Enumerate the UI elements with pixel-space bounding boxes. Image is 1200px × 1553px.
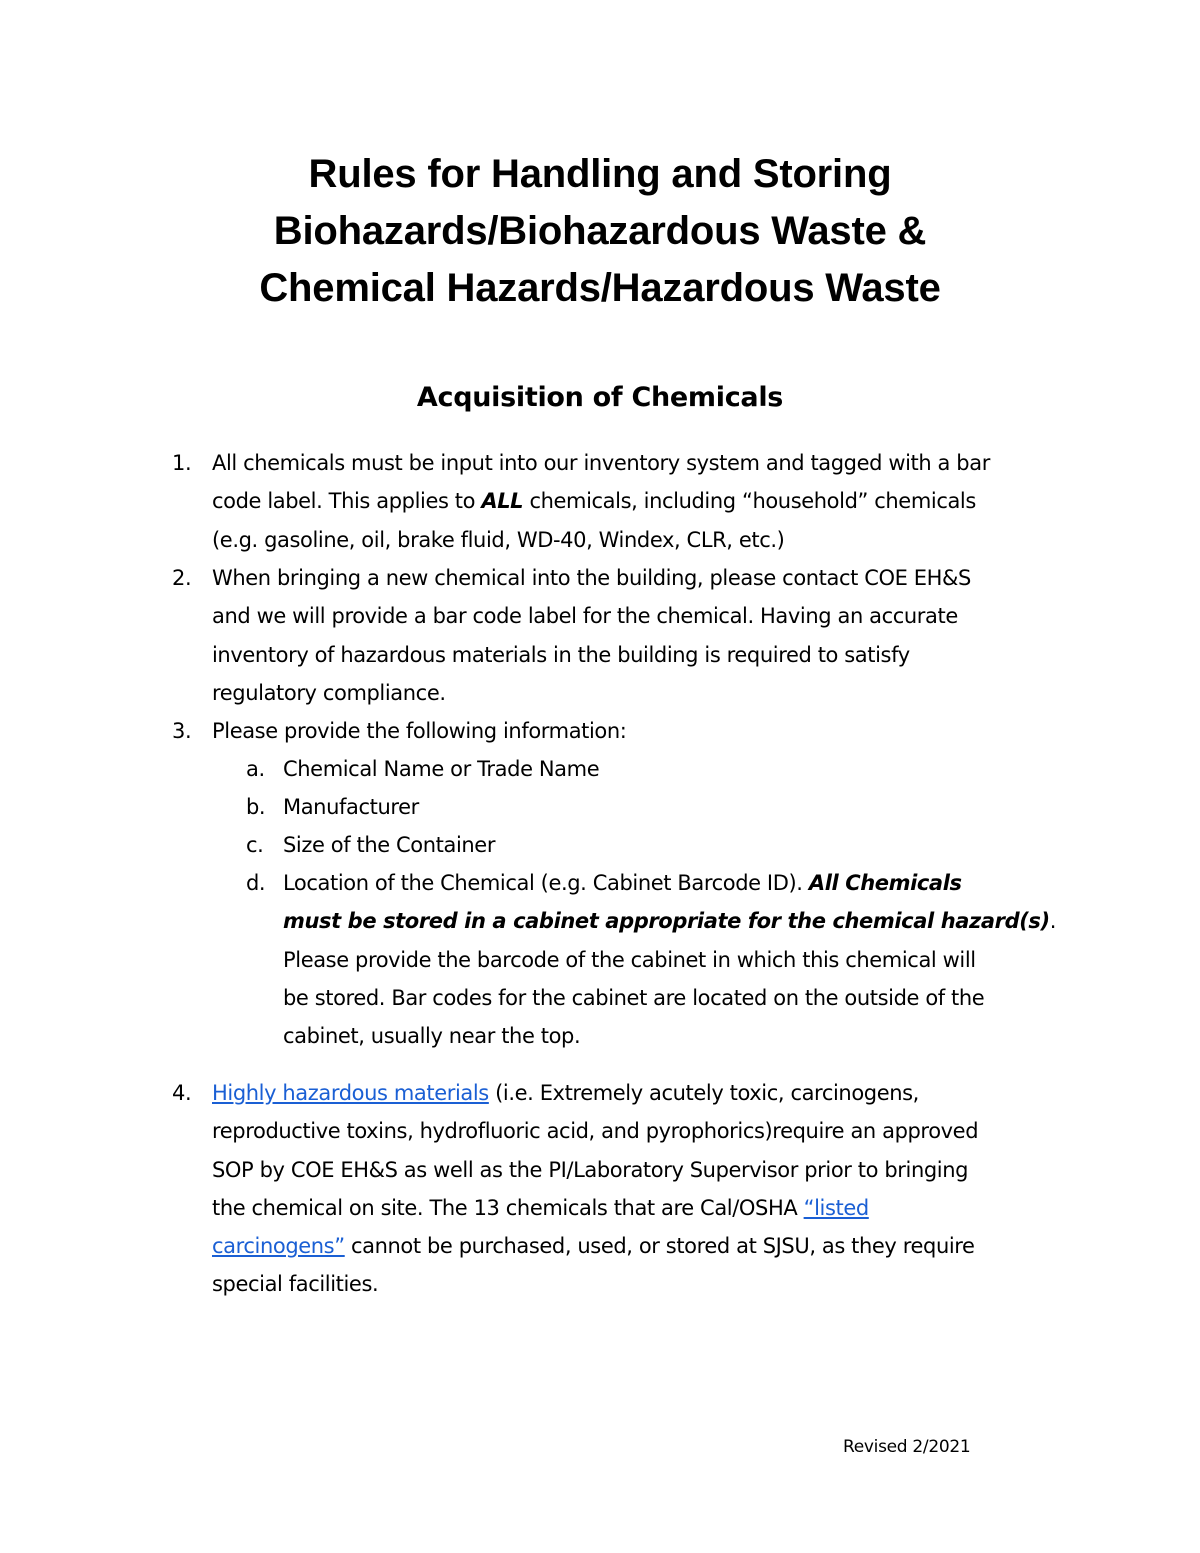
text-line — [283, 864, 1083, 902]
text-line: cabinet, usually near the top. — [283, 1024, 581, 1049]
sub-item-text: Size of the Container — [283, 833, 496, 857]
list-item-text — [212, 559, 1062, 712]
emphasis-text: must be stored in a cabinet appropriate for the chemical hazard(s) — [283, 909, 1050, 934]
text-run: . — [1049, 909, 1056, 934]
text-line: be stored. Bar codes for the cabinet are located on the outside of the — [283, 985, 985, 1010]
listed-carcinogens-link[interactable]: “listed — [803, 1195, 869, 1220]
text-line — [212, 1189, 1062, 1227]
text-line: regulatory compliance. — [212, 680, 446, 705]
sub-item-text — [283, 864, 1083, 1055]
text-line: Please provide the following information: — [212, 719, 627, 743]
text-line: special facilities. — [212, 1272, 379, 1297]
text-run: chemicals, including “household” chemicals — [523, 489, 976, 514]
text-line — [212, 1227, 1062, 1265]
emphasis-text: All Chemicals — [808, 871, 962, 895]
document-title — [100, 146, 1100, 317]
text-run: cannot be purchased, used, or stored at SJSU, as they require — [344, 1234, 975, 1259]
text-line — [212, 1074, 1062, 1112]
text-line: SOP by COE EH&S as well as the PI/Laboratory Supervisor prior to bringing — [212, 1157, 969, 1182]
list-item-text — [212, 444, 1062, 559]
revision-footer: Revised 2/2021 — [843, 1437, 971, 1457]
text-line — [283, 902, 1083, 940]
section-heading: Acquisition of Chemicals — [416, 382, 784, 413]
text-line: and we will provide a bar code label for the chemical. Having an accurate — [212, 604, 958, 629]
text-line: Please provide the barcode of the cabinet in which this chemical will — [283, 947, 976, 972]
title-line-2: Biohazards/Biohazardous Waste & — [273, 209, 927, 253]
list-number: 2. — [172, 566, 192, 590]
highly-hazardous-materials-link[interactable]: Highly hazardous materials — [212, 1081, 489, 1105]
sub-item-label: c. — [246, 833, 264, 857]
emphasis-text: ALL — [481, 489, 524, 514]
text-line: reproductive toxins, hydrofluoric acid, and pyrophorics)require an approved — [212, 1119, 979, 1144]
sub-item-text: Manufacturer — [283, 795, 419, 819]
listed-carcinogens-link[interactable]: carcinogens” — [212, 1234, 345, 1259]
text-line: inventory of hazardous materials in the building is required to satisfy — [212, 642, 910, 667]
sub-item-label: d. — [246, 871, 266, 895]
list-item-text — [212, 712, 1062, 750]
list-number: 1. — [172, 451, 192, 475]
text-run: code label. This applies to — [212, 489, 482, 514]
text-line: (e.g. gasoline, oil, brake fluid, WD-40, Windex, CLR, etc.) — [212, 527, 785, 552]
sub-item-text: Chemical Name or Trade Name — [283, 757, 600, 781]
sub-item-label: a. — [246, 757, 265, 781]
text-run: Location of the Chemical (e.g. Cabinet Barcode ID). — [283, 871, 809, 895]
sub-item-label: b. — [246, 795, 266, 819]
list-number: 3. — [172, 719, 192, 743]
text-run: the chemical on site. The 13 chemicals that are Cal/OSHA — [212, 1195, 804, 1220]
list-number: 4. — [172, 1081, 192, 1105]
text-run: (i.e. Extremely acutely toxic, carcinogens, — [488, 1081, 919, 1105]
list-item-text — [212, 1074, 1062, 1304]
text-line: When bringing a new chemical into the building, please contact COE EH&S — [212, 566, 971, 590]
title-line-1: Rules for Handling and Storing — [308, 152, 892, 196]
text-line: All chemicals must be input into our inventory system and tagged with a bar — [212, 451, 990, 475]
text-line — [212, 482, 1062, 520]
title-line-3: Chemical Hazards/Hazardous Waste — [259, 266, 941, 310]
